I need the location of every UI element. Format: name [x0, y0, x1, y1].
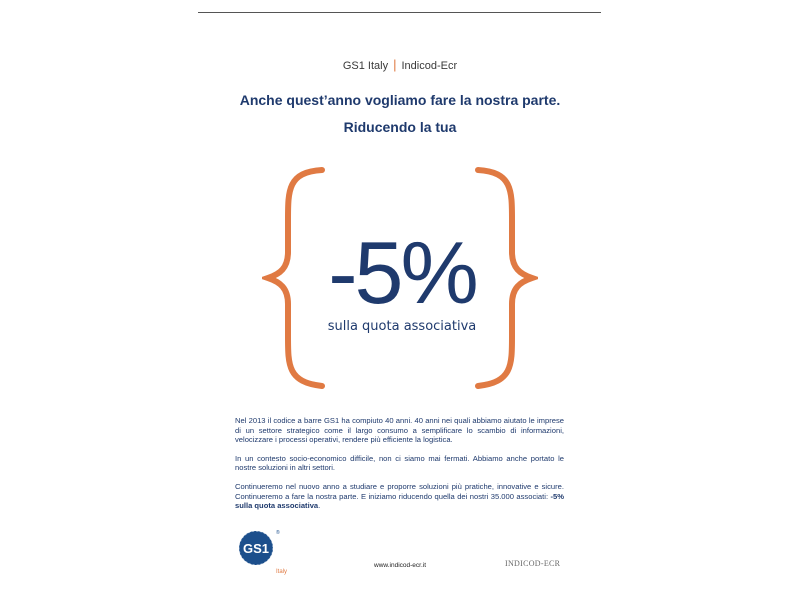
- body-text: [235, 416, 564, 520]
- body-paragraph-1: Nel 2013 il codice a barre GS1 ha compiuto 40 anni. 40 anni nei quali abbiamo aiutato le imprese di un settore strategico come il largo consumo a semplificare lo scambio di informazioni, velocizzare i processi operativi, rendere più efficiente la logistica.: [235, 416, 564, 445]
- discount-caption: sulla quota associativa: [327, 319, 477, 334]
- discount-percent: -5%: [328, 223, 476, 322]
- gs1-logo-icon: [236, 528, 296, 576]
- body-paragraph-3: [235, 482, 564, 511]
- gs1-logo: [236, 528, 296, 576]
- headline-line-1: Anche quest’anno vogliamo fare la nostra parte.: [239, 92, 561, 108]
- org-separator: |: [393, 57, 397, 72]
- headline-line-2: Riducendo la tua: [343, 119, 457, 135]
- gs1-logo-text: GS1: [242, 541, 270, 556]
- right-brace-icon: [478, 170, 532, 386]
- body-paragraph-3-highlight: -5% sulla quota associativa: [235, 491, 564, 511]
- body-paragraph-3-lead: Continueremo nel nuovo anno a studiare e proporre soluzioni più pratiche, innovative e sicure. Continueremo a fare la nostra parte. E iniziamo riducendo quella dei nostri 35.000 associati:: [235, 481, 564, 501]
- gs1-logo-subtitle: Italy: [276, 569, 288, 575]
- body-paragraph-3-end: .: [318, 501, 321, 511]
- body-paragraph-2: In un contesto socio-economico difficile, non ci siamo mai fermati. Abbiamo anche portato le nostre soluzioni in altri settori.: [235, 453, 564, 473]
- gs1-registered-mark: ®: [276, 530, 280, 536]
- discount-graphic: [262, 160, 538, 395]
- footer-website-link[interactable]: www.indicod-ecr.it: [374, 562, 427, 569]
- org-name-indicod-ecr: Indicod-Ecr: [401, 60, 458, 72]
- top-rule: [198, 12, 601, 13]
- org-header: [0, 57, 800, 72]
- org-name-gs1-italy: GS1 Italy: [342, 60, 389, 72]
- discount-hero: [262, 160, 538, 395]
- footer-brand: INDICOD-ECR: [505, 559, 561, 568]
- left-brace-icon: [268, 170, 322, 386]
